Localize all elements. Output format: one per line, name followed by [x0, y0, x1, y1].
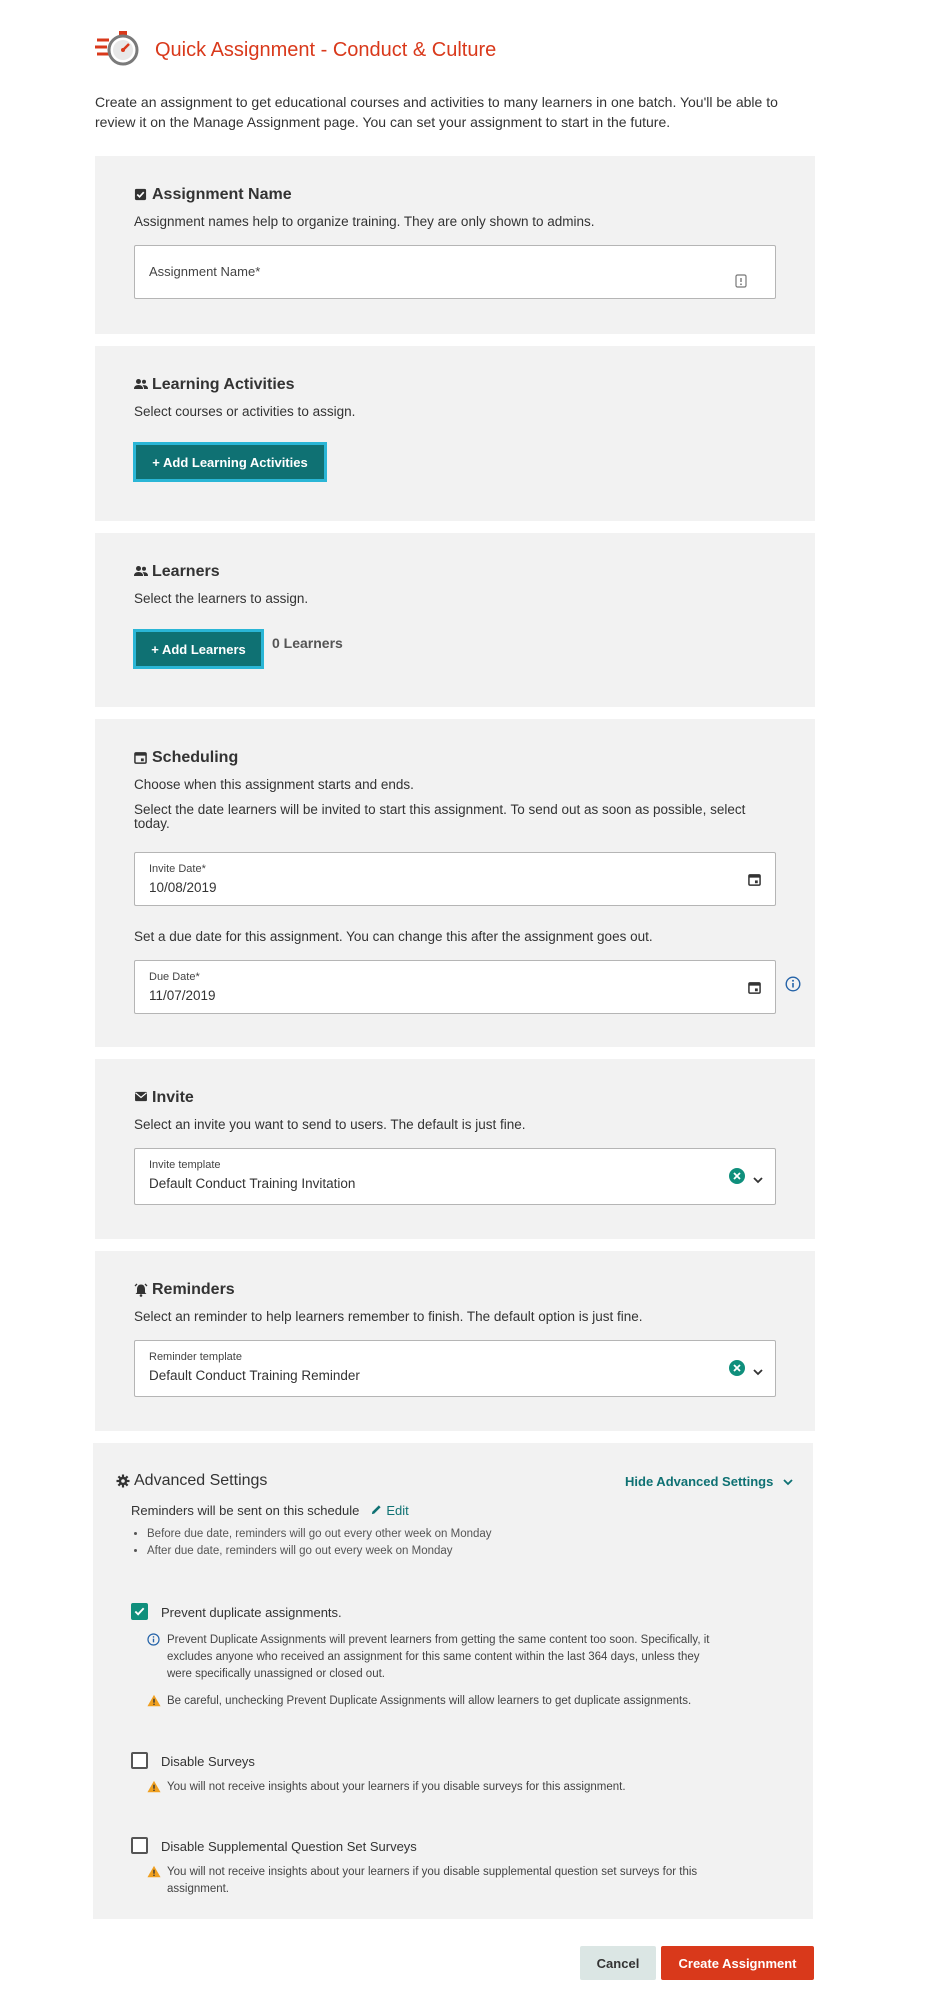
cancel-button[interactable]: Cancel — [580, 1946, 656, 1980]
warning-icon — [147, 1694, 161, 1708]
reminder-template-value: Default Conduct Training Reminder — [149, 1368, 360, 1383]
check-icon — [133, 1605, 146, 1618]
add-learning-activities-button[interactable]: + Add Learning Activities — [133, 442, 327, 482]
toggle-label: Hide Advanced Settings — [625, 1474, 774, 1489]
due-date-label: Due Date* — [149, 971, 200, 983]
disable-supplemental-surveys-checkbox[interactable] — [131, 1837, 148, 1854]
learners-section — [95, 533, 815, 707]
assignment-name-section — [95, 156, 815, 334]
chevron-down-icon[interactable] — [753, 1363, 763, 1381]
due-date-help: Set a due date for this assignment. You can change this after the assignment goes out. — [134, 929, 653, 944]
stopwatch-icon — [95, 30, 143, 68]
envelope-icon — [134, 1091, 148, 1105]
clear-icon[interactable] — [729, 1168, 745, 1189]
info-text: Prevent Duplicate Assignments will prevent learners from getting the same content too soon. Specifically, it excludes anyone who received an assignment for this same content within the last 364 days, unless they were specifically unassigned or closed out. — [167, 1634, 710, 1680]
disable-supplemental-surveys-label: Disable Supplemental Question Set Surveys — [161, 1839, 417, 1854]
chevron-down-icon[interactable] — [753, 1171, 763, 1189]
calendar-icon — [134, 751, 148, 765]
edit-label: Edit — [386, 1503, 409, 1518]
invite-template-value: Default Conduct Training Invitation — [149, 1176, 356, 1191]
warning-icon — [147, 1865, 161, 1879]
section-title: Scheduling — [152, 749, 239, 766]
warning-icon — [147, 1780, 161, 1794]
disable-surveys-warning — [147, 1779, 727, 1796]
invite-template-label: Invite template — [149, 1159, 221, 1171]
info-icon — [147, 1633, 161, 1647]
reminder-template-select[interactable] — [134, 1340, 776, 1397]
warning-text: You will not receive insights about your learners if you disable supplemental question set surveys for this assignment. — [167, 1866, 698, 1895]
people-icon — [134, 565, 148, 579]
reminder-schedule — [131, 1503, 409, 1518]
section-title: Learning Activities — [152, 376, 295, 393]
create-assignment-button[interactable]: Create Assignment — [661, 1946, 814, 1980]
alarm-bell-icon — [134, 1283, 148, 1297]
scheduling-section — [95, 719, 815, 1047]
chevron-down-icon — [783, 1474, 793, 1489]
section-description: Assignment names help to organize training. They are only shown to admins. — [134, 214, 595, 229]
checkbox-icon — [134, 188, 148, 202]
section-description: Select courses or activities to assign. — [134, 404, 356, 419]
info-icon[interactable] — [785, 976, 801, 997]
invite-template-select[interactable] — [134, 1148, 776, 1205]
add-learners-button[interactable]: + Add Learners — [133, 629, 264, 669]
warning-text: Be careful, unchecking Prevent Duplicate Assignments will allow learners to get duplicate assignments. — [167, 1695, 692, 1707]
clear-icon[interactable] — [729, 1360, 745, 1381]
invite-date-field[interactable] — [134, 852, 776, 906]
invite-section — [95, 1059, 815, 1239]
section-description: Select an reminder to help learners remember to finish. The default option is just fine. — [134, 1309, 643, 1324]
learning-activities-section — [95, 346, 815, 521]
invite-date-help: Select the date learners will be invited to start this assignment. To send out as soon as possible, select today. — [134, 802, 746, 831]
assignment-name-field[interactable] — [134, 245, 776, 299]
prevent-duplicates-checkbox[interactable] — [131, 1603, 148, 1620]
gear-icon — [116, 1474, 130, 1488]
prevent-duplicates-info — [147, 1632, 727, 1683]
calendar-icon[interactable] — [748, 981, 761, 999]
hide-advanced-settings-toggle[interactable] — [625, 1474, 793, 1489]
reminder-template-label: Reminder template — [149, 1351, 242, 1363]
warning-text: You will not receive insights about your learners if you disable surveys for this assignment. — [167, 1781, 626, 1793]
advanced-settings-section — [93, 1443, 813, 1919]
page-title: Quick Assignment - Conduct & Culture — [155, 38, 497, 61]
list-item: • Before due date, reminders will go out every other week on Monday — [147, 1526, 492, 1543]
pencil-icon — [371, 1503, 382, 1518]
prevent-duplicates-warning — [147, 1693, 727, 1710]
invite-date-label: Invite Date* — [149, 863, 206, 875]
schedule-text: Reminders will be sent on this schedule — [131, 1503, 360, 1518]
intro-text: Create an assignment to get educational courses and activities to many learners in one batch. You'll be able to review it on the Manage Assignment page. You can set your assignment to start in the future. — [95, 94, 778, 130]
invite-date-value: 10/08/2019 — [149, 880, 217, 895]
section-title: Advanced Settings — [134, 1472, 268, 1489]
disable-supplemental-warning — [147, 1864, 727, 1898]
section-description: Select the learners to assign. — [134, 591, 309, 606]
section-title: Learners — [152, 563, 220, 580]
schedule-list — [131, 1526, 492, 1560]
section-description: Choose when this assignment starts and ends. — [134, 777, 414, 792]
calendar-icon[interactable] — [748, 873, 761, 891]
due-date-value: 11/07/2019 — [149, 988, 216, 1003]
disable-surveys-label: Disable Surveys — [161, 1754, 255, 1769]
section-title: Invite — [152, 1089, 194, 1106]
due-date-field[interactable] — [134, 960, 776, 1014]
disable-surveys-checkbox[interactable] — [131, 1752, 148, 1769]
prevent-duplicates-label: Prevent duplicate assignments. — [161, 1605, 342, 1620]
section-title: Assignment Name — [152, 186, 292, 203]
field-indicator-icon — [735, 274, 747, 293]
assignment-name-placeholder: Assignment Name* — [149, 264, 261, 279]
section-description: Select an invite you want to send to users. The default is just fine. — [134, 1117, 526, 1132]
list-item: • After due date, reminders will go out every week on Monday — [147, 1543, 492, 1560]
people-icon — [134, 378, 148, 392]
page-header — [95, 30, 496, 68]
section-title: Reminders — [152, 1281, 235, 1298]
learners-count: 0 Learners — [272, 635, 343, 651]
edit-schedule-link[interactable] — [371, 1503, 408, 1518]
reminders-section — [95, 1251, 815, 1431]
